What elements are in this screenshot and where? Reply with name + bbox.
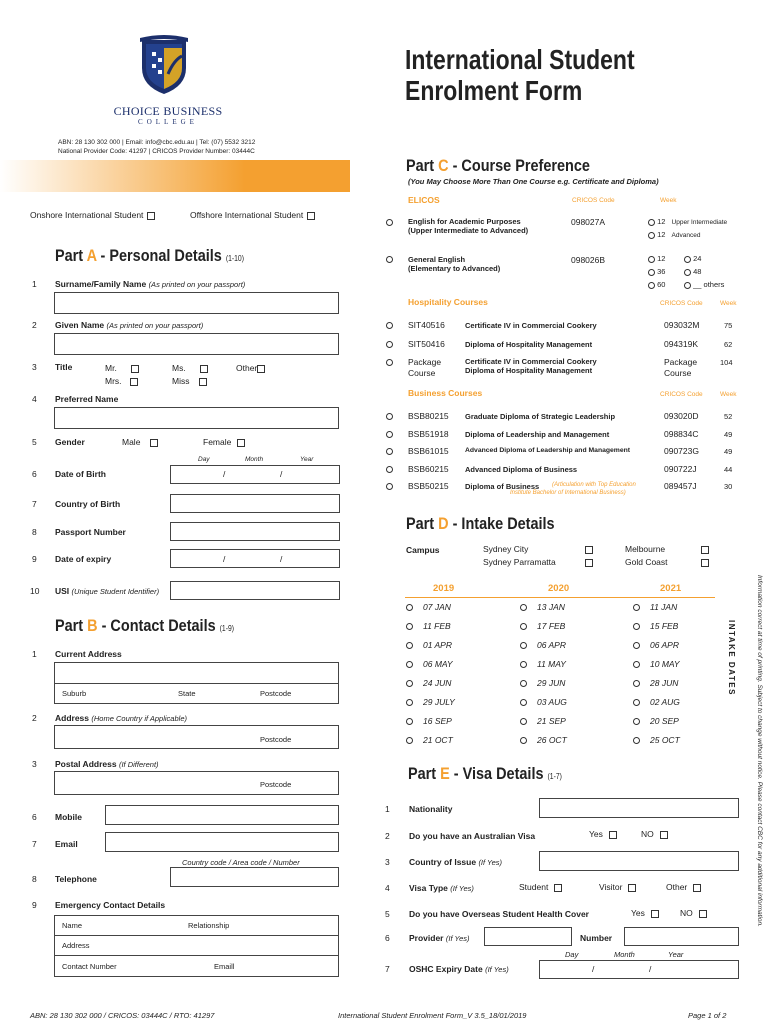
bus-course-name: Diploma of Business bbox=[465, 482, 540, 491]
number-field[interactable] bbox=[624, 927, 739, 946]
bus-course-name: Advanced Diploma of Leadership and Management bbox=[465, 447, 631, 454]
num-e4: 4 bbox=[385, 883, 390, 893]
label-oshc: Do you have Overseas Student Health Cover bbox=[409, 909, 589, 919]
label-passport: Passport Number bbox=[55, 527, 126, 537]
page-title bbox=[405, 44, 635, 106]
intake-date-label: 20 SEP bbox=[650, 716, 679, 726]
intake-date-option[interactable] bbox=[633, 678, 678, 688]
email-field[interactable] bbox=[105, 832, 339, 852]
expiry-slash-1: / bbox=[223, 554, 226, 564]
intake-date-option[interactable] bbox=[633, 621, 678, 631]
intake-date-label: 17 FEB bbox=[537, 621, 566, 631]
ge-radio[interactable] bbox=[386, 256, 393, 263]
intake-date-option[interactable] bbox=[520, 697, 567, 707]
intake-date-option[interactable] bbox=[520, 621, 565, 631]
title-line-2: Enrolment Form bbox=[405, 75, 583, 106]
contact-line-1: ABN: 28 130 302 000 | Email: info@cbc.edu.au | Tel: (07) 5532 3212 bbox=[58, 139, 256, 146]
bus-course-cricos: 090723G bbox=[664, 446, 699, 456]
intake-date-radio[interactable] bbox=[520, 661, 527, 668]
bus-course-cricos: 093020D bbox=[664, 411, 699, 421]
intake-date-label: 26 OCT bbox=[537, 735, 567, 745]
campus-melbourne[interactable]: Melbourne bbox=[625, 544, 710, 554]
usi-field[interactable] bbox=[170, 581, 340, 600]
hosp-course-code: SIT40516 bbox=[408, 320, 445, 330]
gender-male[interactable]: Male bbox=[122, 437, 158, 447]
country-code-hint: Country code / Area code / Number bbox=[182, 858, 300, 867]
num-b1: 1 bbox=[32, 649, 37, 659]
bus-course-name: Graduate Diploma of Strategic Leadership bbox=[465, 412, 616, 421]
label-oshc-expiry: OSHC Expiry Date (If Yes) bbox=[409, 964, 509, 974]
label-country-birth: Country of Birth bbox=[55, 499, 121, 509]
intake-date-label: 06 APR bbox=[650, 640, 679, 650]
campus-label: Campus bbox=[406, 545, 440, 555]
oshc-year-label: Year bbox=[668, 950, 684, 959]
eap-radio[interactable] bbox=[386, 219, 393, 226]
expiry-slash-2: / bbox=[280, 554, 283, 564]
ge-weeks-12[interactable]: 12 bbox=[648, 254, 665, 263]
intake-date-option[interactable] bbox=[406, 678, 451, 688]
intake-date-radio[interactable] bbox=[633, 699, 640, 706]
intake-date-radio[interactable] bbox=[633, 642, 640, 649]
visa-other[interactable]: Other bbox=[666, 882, 701, 892]
num-b9: 9 bbox=[32, 900, 37, 910]
mrs-checkbox[interactable] bbox=[130, 378, 138, 386]
num-e1: 1 bbox=[385, 804, 390, 814]
ec-address-label: Address bbox=[62, 941, 90, 950]
bus-course-name: Advanced Diploma of Business bbox=[465, 464, 578, 474]
intake-date-option[interactable] bbox=[520, 659, 566, 669]
part-e-heading: Part E - Visa Details (1-7) bbox=[408, 764, 562, 783]
aus-visa-yes[interactable]: Yes bbox=[589, 829, 617, 839]
eap-name: English for Academic Purposes (Upper Intermediate to Advanced) bbox=[408, 217, 529, 236]
address-divider bbox=[54, 683, 339, 684]
intake-date-radio[interactable] bbox=[406, 604, 413, 611]
provider-field[interactable] bbox=[484, 927, 572, 946]
num-e6: 6 bbox=[385, 933, 390, 943]
gender-female[interactable]: Female bbox=[203, 437, 245, 447]
intake-date-radio[interactable] bbox=[520, 623, 527, 630]
intake-date-option[interactable] bbox=[633, 697, 680, 707]
bus-course-radio[interactable] bbox=[386, 431, 393, 438]
college-logo bbox=[138, 34, 190, 96]
footer-page: Page 1 of 2 bbox=[688, 1011, 727, 1020]
intake-date-label: 29 JULY bbox=[423, 697, 455, 707]
expiry-field[interactable] bbox=[170, 549, 340, 568]
label-number: Number bbox=[580, 933, 613, 943]
label-aus-visa: Do you have an Australian Visa bbox=[409, 831, 536, 841]
articulation-note-1: (Articulation with Top Education bbox=[552, 482, 636, 488]
brand-name: CHOICE BUSINESS bbox=[113, 104, 223, 118]
intake-date-label: 06 MAY bbox=[423, 659, 453, 669]
dob-year-label: Year bbox=[300, 456, 314, 463]
hosp-course-cricos: 094319K bbox=[664, 339, 699, 349]
num-b6: 6 bbox=[32, 812, 37, 822]
part-c-note: (You May Choose More Than One Course e.g. Certificate and Diploma) bbox=[408, 177, 659, 186]
intake-date-option[interactable] bbox=[633, 602, 677, 612]
ec-email-label: Emaill bbox=[214, 962, 235, 971]
title-other[interactable]: Other bbox=[236, 363, 265, 373]
package-weeks: 104 bbox=[720, 358, 733, 367]
intake-date-label: 02 AUG bbox=[650, 697, 680, 707]
label-visa-type: Visa Type (If Yes) bbox=[409, 883, 474, 893]
hospitality-heading: Hospitality Courses bbox=[408, 297, 488, 307]
intake-date-radio[interactable] bbox=[520, 718, 527, 725]
visa-student[interactable]: Student bbox=[519, 882, 562, 892]
package-cricos: Package Course bbox=[664, 357, 698, 378]
bus-course-code: BSB60215 bbox=[408, 463, 449, 474]
intake-date-radio[interactable] bbox=[406, 680, 413, 687]
suburb-label: Suburb bbox=[62, 689, 87, 698]
ge-name: General English (Elementary to Advanced) bbox=[408, 255, 501, 274]
intake-date-radio[interactable] bbox=[406, 718, 413, 725]
business-heading: Business Courses bbox=[408, 388, 483, 398]
footer-abn: ABN: 28 130 302 000 / CRICOS: 03444C / RTO: 41297 bbox=[30, 1011, 215, 1020]
bus-course-weeks: 30 bbox=[724, 482, 733, 491]
dob-day-label: Day bbox=[198, 456, 210, 463]
oshc-expiry-field[interactable] bbox=[539, 960, 739, 979]
intake-date-label: 10 MAY bbox=[650, 659, 680, 669]
ec-name-label: Name bbox=[62, 921, 83, 930]
mobile-field[interactable] bbox=[105, 805, 339, 825]
num-a3: 3 bbox=[32, 362, 37, 372]
label-email: Email bbox=[55, 839, 78, 849]
hosp-course-radio[interactable] bbox=[386, 322, 393, 329]
bus-course-radio[interactable] bbox=[386, 466, 393, 473]
intake-date-option[interactable] bbox=[406, 716, 452, 726]
intake-date-radio[interactable] bbox=[406, 642, 413, 649]
bus-course-code: BSB50215 bbox=[408, 481, 449, 491]
part-d-heading: Part D - Intake Details bbox=[406, 514, 555, 533]
intake-date-label: 01 APR bbox=[423, 640, 452, 650]
eap-12-adv[interactable]: 12 Advanced bbox=[648, 230, 700, 239]
ec-contact-number-label: Contact Number bbox=[62, 962, 117, 971]
num-b3: 3 bbox=[32, 759, 37, 769]
bus-course-code: BSB61015 bbox=[408, 446, 449, 456]
title-ms[interactable]: Ms. bbox=[172, 363, 208, 373]
intake-date-option[interactable] bbox=[406, 735, 453, 745]
intake-date-option[interactable] bbox=[520, 678, 565, 688]
label-postal-address: Postal Address (If Different) bbox=[55, 759, 159, 769]
intake-date-radio[interactable] bbox=[520, 680, 527, 687]
eap-12-upper[interactable]: 12 Upper Intermediate bbox=[648, 217, 727, 226]
home-address-field[interactable] bbox=[54, 725, 339, 749]
package-courses: Certificate IV in Commercial Cookery Diploma of Hospitality Management bbox=[465, 357, 597, 376]
num-e7: 7 bbox=[385, 964, 390, 974]
num-a2: 2 bbox=[32, 320, 37, 330]
intake-date-label: 24 JUN bbox=[423, 678, 452, 688]
state-label: State bbox=[178, 689, 196, 698]
hosp-course-name: Diploma of Hospitality Management bbox=[465, 340, 593, 349]
ge-weeks-36[interactable]: 36 bbox=[648, 267, 665, 276]
intake-date-label: 11 JAN bbox=[650, 602, 678, 612]
dob-slash-2: / bbox=[280, 469, 283, 479]
brand-sub: COLLEGE bbox=[138, 118, 198, 126]
bus-course-cricos: 098834C bbox=[664, 428, 699, 439]
elicos-heading: ELICOS bbox=[408, 195, 440, 205]
intake-date-radio[interactable] bbox=[406, 737, 413, 744]
label-home-address: Address (Home Country if Applicable) bbox=[55, 713, 187, 723]
title-miss[interactable]: Miss bbox=[172, 376, 207, 386]
campus-sydney-city[interactable]: Sydney City bbox=[483, 544, 593, 554]
intake-date-option[interactable] bbox=[406, 697, 455, 707]
hosp-course-weeks: 62 bbox=[724, 340, 733, 349]
label-expiry: Date of expiry bbox=[55, 554, 112, 564]
bus-course-code: BSB80215 bbox=[408, 411, 449, 421]
articulation-note-2: Institute Bachelor of International Business) bbox=[510, 490, 626, 496]
country-birth-field[interactable] bbox=[170, 494, 340, 513]
offshore-option[interactable]: Offshore International Student bbox=[190, 210, 315, 220]
bus-week-head: Week bbox=[720, 391, 737, 398]
part-a-heading: Part A - Personal Details (1-10) bbox=[55, 246, 244, 265]
postcode-label-3: Postcode bbox=[260, 780, 292, 789]
intake-date-option[interactable] bbox=[633, 735, 680, 745]
package-label: Package Course bbox=[408, 357, 442, 378]
intake-date-option[interactable] bbox=[406, 640, 452, 650]
bus-course-code: BSB51918 bbox=[408, 428, 449, 439]
preferred-name-field[interactable] bbox=[54, 407, 339, 429]
intake-date-radio[interactable] bbox=[406, 699, 413, 706]
given-name-field[interactable] bbox=[54, 333, 339, 355]
ms-checkbox[interactable] bbox=[200, 365, 208, 373]
ge-weeks-others[interactable]: __ others bbox=[684, 280, 724, 289]
orange-divider bbox=[0, 160, 350, 192]
hosp-course-radio[interactable] bbox=[386, 341, 393, 348]
intake-date-radio[interactable] bbox=[633, 661, 640, 668]
intake-date-label: 13 JAN bbox=[537, 602, 565, 612]
label-nationality: Nationality bbox=[409, 804, 453, 814]
year-2019: 2019 bbox=[433, 583, 455, 594]
elicos-cricos-head: CRICOS Code bbox=[572, 197, 615, 204]
intake-date-radio[interactable] bbox=[520, 642, 527, 649]
intake-date-label: 03 AUG bbox=[537, 697, 567, 707]
eap-cricos: 098027A bbox=[571, 217, 606, 227]
emergency-divider-2 bbox=[54, 955, 339, 956]
intake-date-option[interactable] bbox=[520, 640, 566, 650]
label-provider: Provider (If Yes) bbox=[409, 933, 470, 943]
intake-date-radio[interactable] bbox=[406, 661, 413, 668]
dob-month-label: Month bbox=[245, 456, 264, 463]
hosp-cricos-head: CRICOS Code bbox=[660, 300, 703, 307]
oshc-slash-1: / bbox=[592, 964, 595, 974]
intake-date-label: 16 SEP bbox=[423, 716, 452, 726]
offshore-checkbox[interactable] bbox=[307, 212, 315, 220]
ge-cricos: 098026B bbox=[571, 255, 606, 265]
dob-slash-1: / bbox=[223, 469, 226, 479]
intake-date-radio[interactable] bbox=[520, 737, 527, 744]
intake-date-radio[interactable] bbox=[633, 604, 640, 611]
campus-sydney-parramatta[interactable]: Sydney Parramatta bbox=[483, 557, 593, 567]
postcode-label-2: Postcode bbox=[260, 735, 292, 744]
contact-line-2: National Provider Code: 41297 | CRICOS Provider Number: 03444C bbox=[58, 148, 255, 155]
intake-date-radio[interactable] bbox=[633, 718, 640, 725]
num-e5: 5 bbox=[385, 909, 390, 919]
ge-weeks-24[interactable]: 24 bbox=[684, 254, 701, 263]
intake-date-label: 21 OCT bbox=[423, 735, 453, 745]
side-note: Information correct at time of printing. Subject to change without notice. Please contact CBC for any additional information. bbox=[756, 575, 763, 927]
passport-field[interactable] bbox=[170, 522, 340, 541]
num-b2: 2 bbox=[32, 713, 37, 723]
label-telephone: Telephone bbox=[55, 874, 97, 884]
hosp-course-name: Certificate IV in Commercial Cookery bbox=[465, 321, 597, 330]
nationality-field[interactable] bbox=[539, 798, 739, 818]
onshore-checkbox[interactable] bbox=[147, 212, 155, 220]
intake-date-option[interactable] bbox=[406, 659, 453, 669]
oshc-day-label: Day bbox=[565, 950, 579, 959]
oshc-yes[interactable]: Yes bbox=[631, 908, 659, 918]
bus-course-weeks: 52 bbox=[724, 412, 733, 421]
label-gender: Gender bbox=[55, 437, 85, 447]
emergency-divider-1 bbox=[54, 935, 339, 936]
label-current-address: Current Address bbox=[55, 649, 122, 659]
num-a5: 5 bbox=[32, 437, 37, 447]
onshore-option[interactable]: Onshore International Student bbox=[30, 210, 155, 220]
intake-date-option[interactable] bbox=[520, 716, 566, 726]
num-a7: 7 bbox=[32, 499, 37, 509]
year-2021: 2021 bbox=[660, 583, 682, 594]
dob-field[interactable] bbox=[170, 465, 340, 484]
bus-course-weeks: 44 bbox=[724, 464, 733, 474]
label-mobile: Mobile bbox=[55, 812, 82, 822]
intake-date-label: 28 JUN bbox=[650, 678, 679, 688]
intake-dates-label: INTAKE DATES bbox=[727, 620, 736, 696]
mr-checkbox[interactable] bbox=[131, 365, 139, 373]
bus-course-weeks: 49 bbox=[724, 447, 733, 456]
label-surname: Surname/Family Name (As printed on your passport) bbox=[55, 279, 246, 289]
num-a1: 1 bbox=[32, 279, 37, 289]
num-b8: 8 bbox=[32, 874, 37, 884]
intake-date-label: 11 FEB bbox=[423, 621, 451, 631]
male-checkbox[interactable] bbox=[150, 439, 158, 447]
intake-date-label: 15 FEB bbox=[650, 621, 679, 631]
intake-date-option[interactable] bbox=[406, 602, 451, 612]
hosp-week-head: Week bbox=[720, 300, 737, 307]
intake-date-label: 25 OCT bbox=[650, 735, 680, 745]
bus-course-weeks: 49 bbox=[724, 429, 733, 439]
num-e3: 3 bbox=[385, 857, 390, 867]
title-mrs[interactable]: Mrs. bbox=[105, 376, 138, 386]
bus-course-cricos: 089457J bbox=[664, 481, 697, 491]
num-b7: 7 bbox=[32, 839, 37, 849]
label-given-name: Given Name (As printed on your passport) bbox=[55, 320, 204, 330]
elicos-week-head: Week bbox=[660, 197, 677, 204]
part-b-heading: Part B - Contact Details (1-9) bbox=[55, 616, 235, 635]
intake-date-option[interactable] bbox=[406, 621, 451, 631]
label-usi: USI (Unique Student Identifier) bbox=[55, 586, 160, 596]
oshc-no[interactable]: NO bbox=[680, 908, 707, 918]
postcode-label-1: Postcode bbox=[260, 689, 292, 698]
intake-date-label: 21 SEP bbox=[537, 716, 566, 726]
part-c-heading: Part C - Course Preference bbox=[406, 156, 590, 175]
num-a4: 4 bbox=[32, 394, 37, 404]
footer-form-version: International Student Enrolment Form_V 3.5_18/01/2019 bbox=[338, 1011, 527, 1020]
num-e2: 2 bbox=[385, 831, 390, 841]
postal-address-field[interactable] bbox=[54, 771, 339, 795]
bus-course-cricos: 090722J bbox=[664, 463, 697, 474]
aus-visa-no[interactable]: NO bbox=[641, 829, 668, 839]
surname-field[interactable] bbox=[54, 292, 339, 314]
intake-date-label: 06 APR bbox=[537, 640, 566, 650]
other-title-checkbox[interactable] bbox=[257, 365, 265, 373]
title-line-1: International Student bbox=[405, 44, 635, 75]
intake-date-option[interactable] bbox=[520, 602, 565, 612]
intake-date-radio[interactable] bbox=[520, 699, 527, 706]
intake-date-option[interactable] bbox=[633, 659, 680, 669]
ec-relationship-label: Relationship bbox=[188, 921, 230, 930]
ge-weeks-48[interactable]: 48 bbox=[684, 267, 701, 276]
intake-date-option[interactable] bbox=[633, 716, 679, 726]
hosp-course-cricos: 093032M bbox=[664, 320, 700, 330]
label-dob: Date of Birth bbox=[55, 469, 106, 479]
num-a9: 9 bbox=[32, 554, 37, 564]
bus-course-name: Diploma of Leadership and Management bbox=[465, 429, 610, 439]
oshc-month-label: Month bbox=[614, 950, 635, 959]
bus-course-radio[interactable] bbox=[386, 483, 393, 490]
intake-date-radio[interactable] bbox=[406, 623, 413, 630]
miss-checkbox[interactable] bbox=[199, 378, 207, 386]
intake-date-option[interactable] bbox=[633, 640, 679, 650]
package-radio[interactable] bbox=[386, 359, 393, 366]
bus-course-radio[interactable] bbox=[386, 413, 393, 420]
intake-date-label: 11 MAY bbox=[537, 659, 566, 669]
bus-course-radio[interactable] bbox=[386, 448, 393, 455]
ge-weeks-60[interactable]: 60 bbox=[648, 280, 665, 289]
year-underline bbox=[405, 597, 715, 598]
bus-cricos-head: CRICOS Code bbox=[660, 391, 703, 398]
female-checkbox[interactable] bbox=[237, 439, 245, 447]
intake-date-radio[interactable] bbox=[633, 680, 640, 687]
campus-gold-coast[interactable]: Gold Coast bbox=[625, 557, 710, 567]
num-a8: 8 bbox=[32, 527, 37, 537]
label-preferred-name: Preferred Name bbox=[55, 394, 119, 404]
oshc-slash-2: / bbox=[649, 964, 652, 974]
year-2020: 2020 bbox=[548, 583, 570, 594]
visa-visitor[interactable]: Visitor bbox=[599, 882, 636, 892]
intake-date-label: 07 JAN bbox=[423, 602, 451, 612]
hosp-course-code: SIT50416 bbox=[408, 339, 445, 349]
title-mr[interactable]: Mr. bbox=[105, 363, 139, 373]
country-issue-field[interactable] bbox=[539, 851, 739, 871]
intake-date-label: 29 JUN bbox=[537, 678, 566, 688]
hosp-course-weeks: 75 bbox=[724, 321, 733, 330]
label-country-issue: Country of Issue (If Yes) bbox=[409, 857, 503, 867]
intake-date-radio[interactable] bbox=[633, 623, 640, 630]
num-a10: 10 bbox=[30, 586, 40, 596]
num-a6: 6 bbox=[32, 469, 37, 479]
label-title: Title bbox=[55, 362, 73, 372]
telephone-field[interactable] bbox=[170, 867, 339, 887]
label-emergency: Emergency Contact Details bbox=[55, 900, 166, 910]
intake-date-radio[interactable] bbox=[520, 604, 527, 611]
intake-date-option[interactable] bbox=[520, 735, 567, 745]
intake-date-radio[interactable] bbox=[633, 737, 640, 744]
